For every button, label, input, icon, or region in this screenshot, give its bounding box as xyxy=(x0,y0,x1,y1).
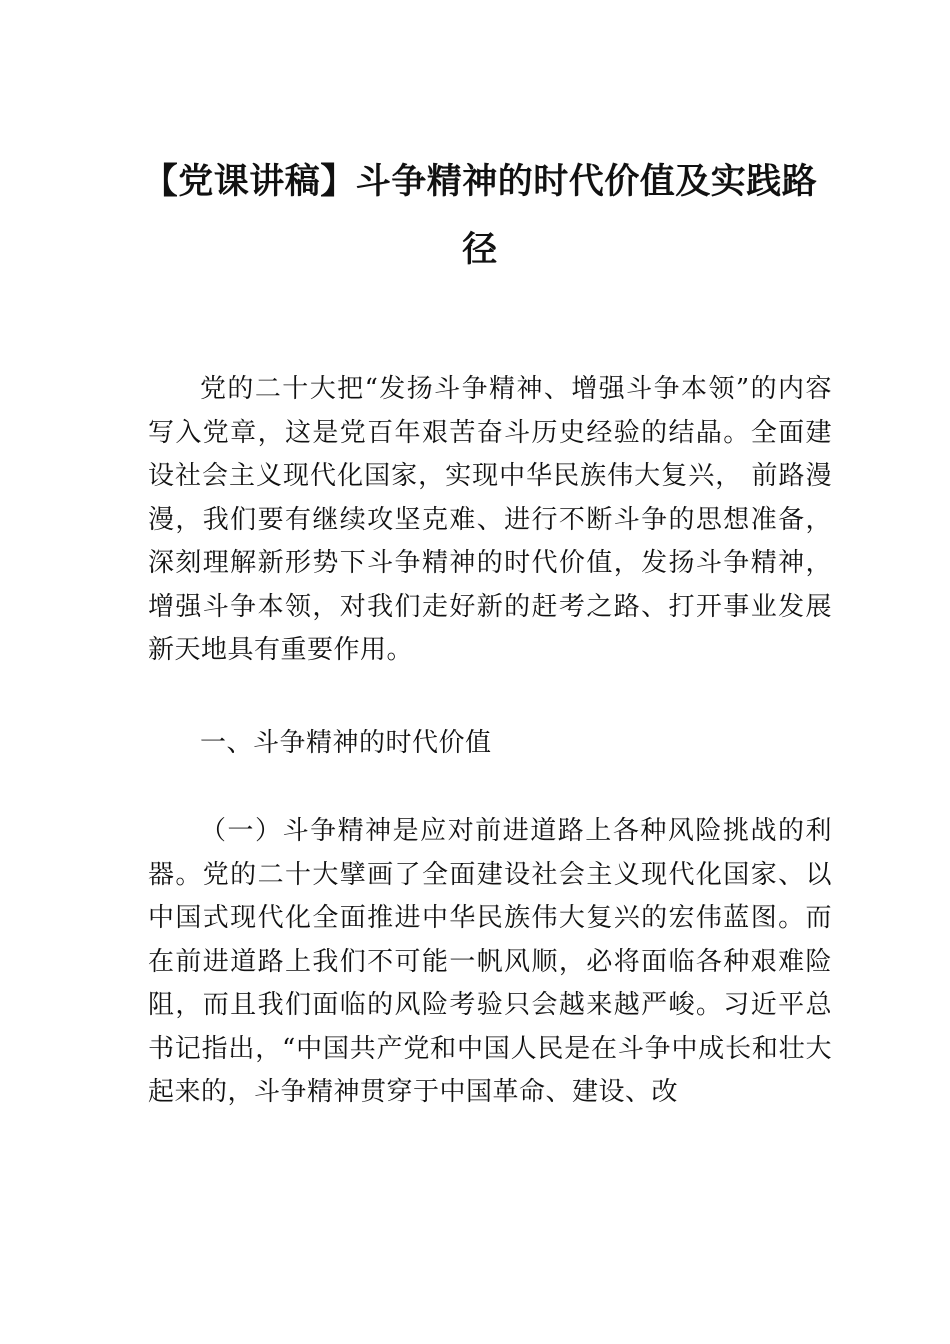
section-heading: 一、斗争精神的时代价值 xyxy=(200,728,492,758)
intro-paragraph: 党的二十大把“发扬斗争精神、增强斗争本领”的内容写入党章，这是党百年艰苦奋斗历史经验的结晶。全面建设社会主义现代化国家，实现中华民族伟大复兴， 前路漫漫，我们要有继续攻坚克难、进行不断斗争的思想准备，深刻理解新形势下斗争精神的时代价值，发扬斗争精神，增强斗争本领，对我们走好新的赶考之路、打开事业发展新天地具有重要作用。 xyxy=(148,374,832,665)
document-title: 【党课讲稿】斗争精神的时代价值及实践路径 xyxy=(142,162,818,270)
section-paragraph: （一）斗争精神是应对前进道路上各种风险挑战的利器。党的二十大擘画了全面建设社会主义现代化国家、以中国式现代化全面推进中华民族伟大复兴的宏伟蓝图。而在前进道路上我们不可能一帆风顺，必将面临各种艰难险阻，而且我们面临的风险考验只会越来越严峻。习近平总书记指出，“中国共产党和中国人民是在斗争中成长和壮大起来的，斗争精神贯穿于中国革命、建设、改 xyxy=(148,816,832,1107)
